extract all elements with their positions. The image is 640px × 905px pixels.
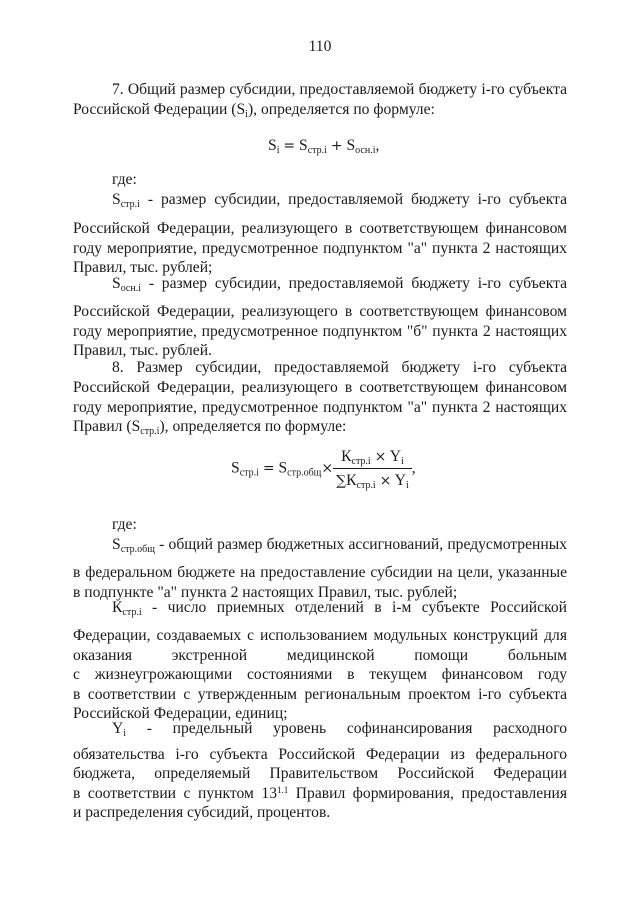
def-str-line2: Российской Федерации, реализующего в соответствующем финансовом: [73, 220, 567, 237]
p7-line1: 7. Общий размер субсидии, предоставляемой бюджету i-го субъекта: [112, 81, 567, 98]
def-str-line4: Правил, тыс. рублей;: [73, 259, 213, 276]
def-osn-line3: году мероприятие, предусмотренное подпунктом "б" пункта 2 настоящих: [73, 323, 567, 340]
formula1-eq: =: [283, 138, 296, 154]
p8-symbol: S: [131, 418, 141, 435]
p7-line2-text-b: ), определяется по формуле:: [247, 101, 435, 118]
def-osn-line2: Российской Федерации, реализующего в соответствующем финансовом: [73, 303, 567, 320]
def-k-line6: Российской Федерации, единиц;: [73, 705, 288, 722]
formula2-numerator: [333, 448, 412, 469]
formula-total-subsidy: [268, 137, 379, 155]
def-obshch-symbol-sub: стр.общ: [120, 544, 155, 555]
formula1-lhs-sub: i: [276, 145, 280, 156]
def-obshch-line1: [112, 536, 567, 554]
formula1-term1: S: [299, 137, 308, 154]
def-y-text: - предельный уровень софинансирования расходного: [146, 720, 567, 737]
def-k-symbol: К: [112, 599, 123, 616]
p8-line4-text-a: Правил (: [73, 418, 132, 435]
num-times: ×: [374, 449, 387, 465]
def-k-text: - число приемных отделений в i-м субъекте Российской: [152, 599, 567, 616]
page-number: 110: [308, 38, 332, 55]
formula2-fraction: [333, 448, 412, 490]
def-k-line1: [112, 599, 567, 617]
def-osn-symbol-sub: осн.i: [120, 283, 142, 294]
formula1-lhs: S: [268, 137, 277, 154]
def-obshch-line3: в подпункте "а" пункта 2 настоящих Правил, тыс. рублей;: [73, 584, 458, 601]
def-y-line1: [112, 720, 567, 738]
where-label-1: где:: [112, 171, 137, 188]
den-k: К: [346, 472, 357, 489]
symbol-s-sub: i: [245, 109, 248, 120]
def-y-line3: бюджета, определяемый Правительством Российской Федерации: [73, 765, 567, 782]
formula2-eq: =: [262, 460, 275, 477]
formula2-times: ×: [321, 460, 334, 477]
def-y-line4: [73, 785, 567, 803]
formula2-denominator: [333, 469, 412, 490]
def-osn-line1: [112, 275, 567, 293]
p8-line4: [73, 418, 346, 436]
def-osn-symbol: S: [112, 275, 121, 292]
def-osn-text: - размер субсидии, предоставляемой бюджету i-го субъекта: [148, 275, 567, 292]
def-y-line5: и распределения субсидий, процентов.: [73, 804, 331, 821]
formula1-term2: S: [346, 137, 356, 154]
def-obshch-text: - общий размер бюджетных ассигнований, предусмотренных: [159, 536, 567, 553]
where-label-2: где:: [112, 516, 137, 533]
den-times: ×: [379, 473, 392, 489]
def-obshch-symbol: S: [112, 536, 121, 553]
def-k-line5: в соответствии с утвержденным региональным проектом i-го субъекта: [73, 686, 567, 703]
def-str-line1: [112, 191, 567, 209]
formula2-term1-sub: стр.общ: [287, 467, 322, 479]
def-y-line2: обязательства i-го субъекта Российской Федерации из федерального: [73, 746, 567, 763]
formula1-term2-sub: осн.i: [355, 145, 376, 156]
def-y-line4-sup: 1.1: [277, 785, 289, 795]
p8-line2: Российской Федерации, реализующего в соответствующем финансовом: [73, 379, 567, 396]
formula2-lhs-sub: стр.i: [239, 467, 259, 479]
symbol-s: S: [236, 101, 246, 118]
den-y-sub: i: [405, 480, 409, 491]
def-y-symbol: Y: [112, 720, 124, 737]
formula1-tail: ,: [375, 137, 380, 154]
p7-line2: [73, 101, 435, 119]
p8-line3: году мероприятие, предусмотренное подпунктом "а" пункта 2 настоящих: [73, 399, 567, 416]
def-k-symbol-sub: стр.i: [122, 607, 142, 618]
den-k-sub: стр.i: [356, 480, 376, 491]
def-str-line3: году мероприятие, предусмотренное подпунктом "а" пункта 2 настоящих: [73, 240, 567, 257]
formula2-tail: ,: [411, 459, 416, 477]
def-k-line2: Федерации, создаваемых с использованием модульных конструкций для: [73, 627, 567, 644]
formula2-lhs: S: [231, 459, 240, 477]
def-str-symbol: S: [112, 191, 121, 208]
def-k-line3: оказания экстренной медицинской помощи больным: [73, 647, 567, 664]
def-str-text: - размер субсидии, предоставляемой бюджету i-го субъекта: [147, 191, 567, 208]
def-y-symbol-sub: i: [123, 728, 127, 739]
sum-sign: ∑: [336, 473, 347, 489]
formula1-term1-sub: стр.i: [307, 145, 327, 156]
def-osn-line4: Правил, тыс. рублей.: [73, 342, 212, 359]
formula-str-subsidy: [231, 448, 416, 490]
def-y-line4-text-a: в соответствии с пунктом 13: [73, 785, 277, 802]
num-y: Y: [389, 448, 401, 465]
num-y-sub: i: [400, 456, 404, 467]
p8-symbol-sub: стр.i: [140, 426, 160, 437]
def-k-line4: с жизнеугрожающими состояниями в текущем финансовом году: [73, 666, 567, 683]
num-k: К: [341, 448, 352, 465]
formula2-term1: S: [278, 459, 288, 477]
def-obshch-line2: в федеральном бюджете на предоставление субсидии на цели, указанные: [73, 564, 567, 581]
p8-line4-text-b: ), определяется по формуле:: [159, 418, 347, 435]
def-y-line4-text-b: Правил формирования, предоставления: [288, 785, 567, 802]
p8-line1: 8. Размер субсидии, предоставляемой бюджету i-го субъекта: [112, 359, 567, 376]
def-str-symbol-sub: стр.i: [120, 199, 140, 210]
formula1-plus: +: [330, 138, 343, 154]
den-y: Y: [394, 472, 406, 489]
p7-line2-text-a: Российской Федерации (: [73, 101, 237, 118]
num-k-sub: стр.i: [351, 456, 371, 467]
